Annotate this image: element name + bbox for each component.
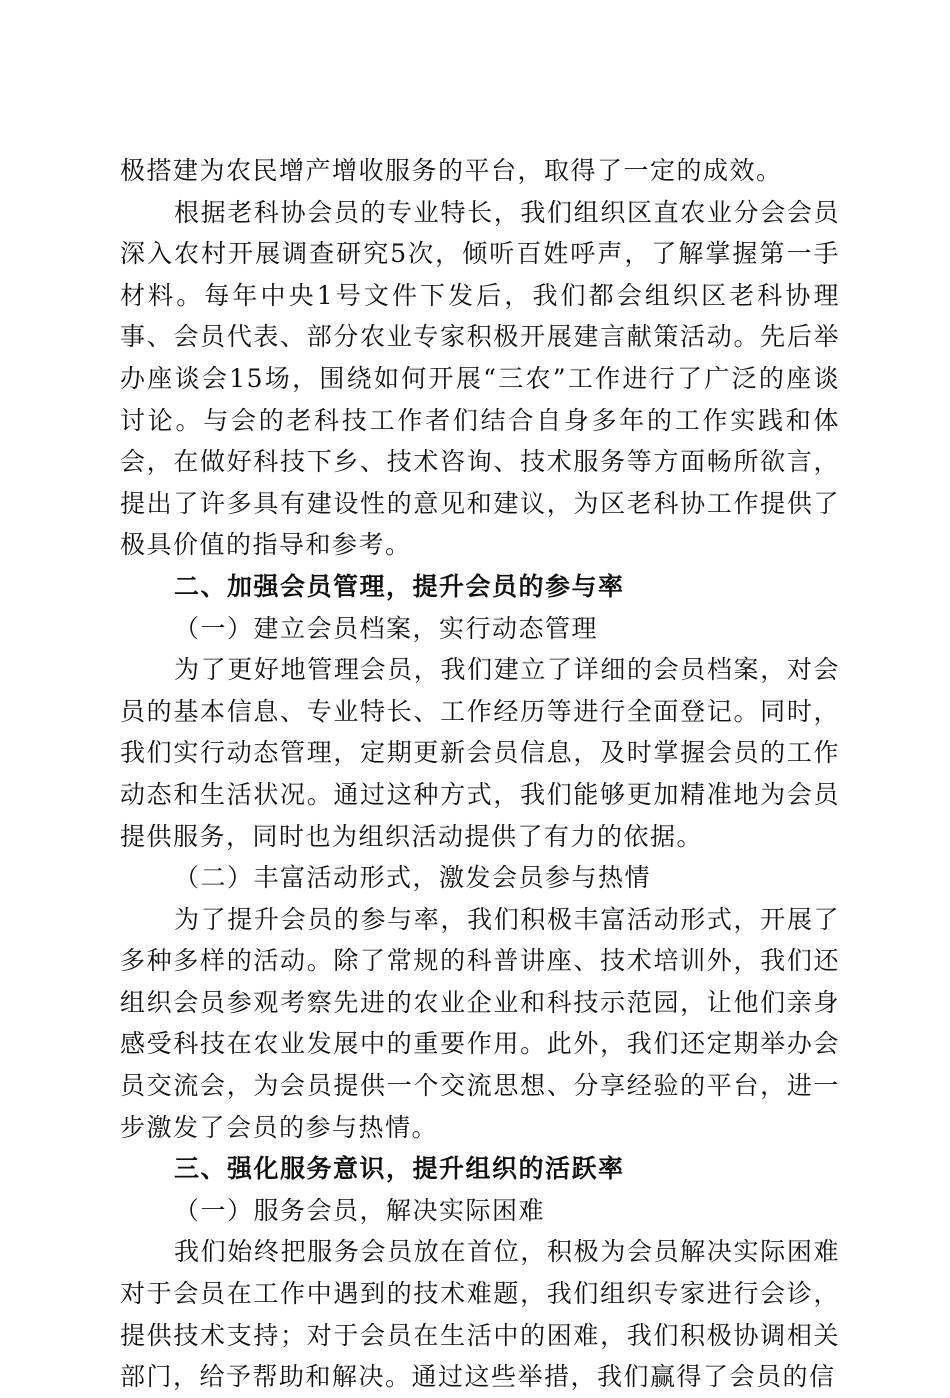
body-paragraph: 为了更好地管理会员，我们建立了详细的会员档案，对会员的基本信息、专业特长、工作经历等进行全面登记。同时，我们实行动态管理，定期更新会员信息，及时掌握会员的工作动态和生活状况。通过这种方式，我们能够更加精准地为会员提供服务，同时也为组织活动提供了有力的依据。 (120, 655, 840, 851)
body-paragraph: 根据老科协会员的专业特长，我们组织区直农业分会会员深入农村开展调查研究5次，倾听百姓呼声，了解掌握第一手材料。每年中央1号文件下发后，我们都会组织区老科协理事、会员代表、部分农业专家积极开展建言献策活动。先后举办座谈会15场，围绕如何开展“三农”工作进行了广泛的座谈讨论。与会的老科技工作者们结合自身多年的工作实践和体会，在做好科技下乡、技术咨询、技术服务等方面畅所欲言，提出了许多具有建设性的意见和建议，为区老科协工作提供了极具价值的指导和参考。 (120, 197, 840, 560)
section-heading: 三、强化服务意识，提升组织的活跃率 (174, 1154, 625, 1184)
body-paragraph: 我们始终把服务会员放在首位，积极为会员解决实际困难对于会员在工作中遇到的技术难题，我们组织专家进行会诊，提供技术支持；对于会员在生活中的困难，我们积极协调相关部门，给予帮助和解决。通过这些举措，我们赢得了会员的信 (120, 1237, 840, 1392)
document-body (120, 150, 840, 1398)
subsection-heading: （二）丰富活动形式，激发会员参与热情 (174, 863, 652, 893)
section-heading: 二、加强会员管理，提升会员的参与率 (174, 571, 625, 601)
subsection-heading: （一）服务会员，解决实际困难 (174, 1195, 546, 1225)
subsection-heading: （一）建立会员档案，实行动态管理 (174, 613, 599, 643)
body-paragraph: 为了提升会员的参与率，我们积极丰富活动形式，开展了多种多样的活动。除了常规的科普讲座、技术培训外，我们还组织会员参观考察先进的农业企业和科技示范园，让他们亲身感受科技在农业发展中的重要作用。此外，我们还定期举办会员交流会，为会员提供一个交流思想、分享经验的平台，进一步激发了会员的参与热情。 (120, 904, 840, 1142)
body-paragraph-continued: 极搭建为农民增产增收服务的平台，取得了一定的成效。 (120, 156, 783, 185)
